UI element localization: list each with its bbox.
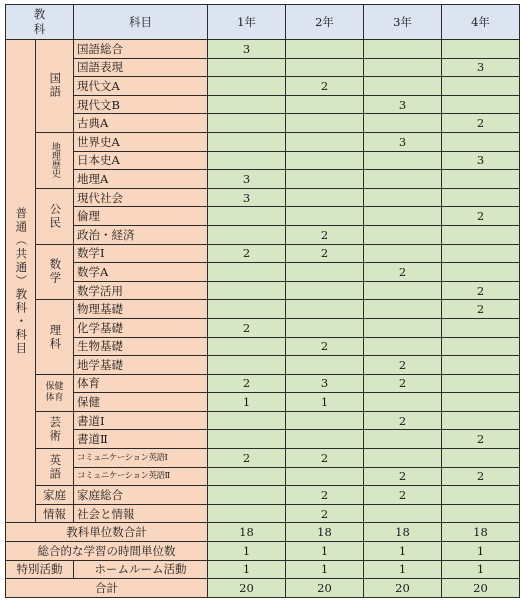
subject-name: 体育 bbox=[74, 374, 208, 393]
subject-row bbox=[6, 114, 520, 133]
unit-value-cell bbox=[208, 504, 286, 523]
subject-name: 倫理 bbox=[74, 207, 208, 226]
unit-value-cell bbox=[208, 58, 286, 77]
unit-value-cell: 2 bbox=[442, 300, 520, 319]
unit-value-cell bbox=[442, 77, 520, 96]
unit-value-cell: 3 bbox=[286, 374, 364, 393]
unit-value-cell bbox=[286, 95, 364, 114]
unit-value-cell: 1 bbox=[208, 393, 286, 412]
header-year-4: 4年 bbox=[442, 5, 520, 40]
subject-row bbox=[6, 40, 520, 59]
integrated-study-value: 1 bbox=[364, 542, 442, 561]
unit-value-cell bbox=[208, 151, 286, 170]
curriculum-table-wrapper bbox=[5, 4, 520, 598]
subject-name: 社会と情報 bbox=[74, 504, 208, 523]
unit-value-cell: 2 bbox=[442, 281, 520, 300]
unit-value-cell: 2 bbox=[286, 77, 364, 96]
group-label: 芸術 bbox=[48, 416, 63, 444]
subject-name: 国語表現 bbox=[74, 58, 208, 77]
subject-name: 数学A bbox=[74, 263, 208, 282]
group-label: 保健体育 bbox=[45, 381, 64, 403]
subject-row bbox=[6, 449, 520, 468]
unit-value-cell bbox=[364, 300, 442, 319]
subject-row bbox=[6, 486, 520, 505]
subject-name: 世界史A bbox=[74, 132, 208, 151]
unit-value-cell: 2 bbox=[286, 225, 364, 244]
group-label: 理科 bbox=[48, 323, 63, 351]
unit-value-cell bbox=[208, 411, 286, 430]
unit-value-cell: 2 bbox=[208, 318, 286, 337]
group-cell bbox=[36, 504, 74, 523]
subject-name: 物理基礎 bbox=[74, 300, 208, 319]
integrated-study-label: 総合的な学習の時間単位数 bbox=[6, 542, 208, 561]
header-kyouka-text: 教科 bbox=[33, 7, 46, 36]
unit-value-cell bbox=[286, 281, 364, 300]
subject-name: 古典A bbox=[74, 114, 208, 133]
subject-name: コミュニケーション英語Ⅰ bbox=[74, 449, 208, 468]
unit-value-cell bbox=[208, 207, 286, 226]
group-cell bbox=[36, 132, 74, 188]
subject-row bbox=[6, 225, 520, 244]
unit-value-cell: 3 bbox=[364, 132, 442, 151]
subject-name: 現代文B bbox=[74, 95, 208, 114]
special-activity-label: 特別活動 bbox=[6, 560, 74, 579]
unit-value-cell bbox=[364, 188, 442, 207]
grand-total-value: 20 bbox=[364, 579, 442, 598]
special-activity-value: 1 bbox=[286, 560, 364, 579]
subject-row bbox=[6, 504, 520, 523]
unit-value-cell bbox=[208, 300, 286, 319]
unit-value-cell bbox=[364, 318, 442, 337]
header-row bbox=[6, 5, 520, 40]
unit-value-cell bbox=[442, 411, 520, 430]
subject-row bbox=[6, 393, 520, 412]
unit-value-cell bbox=[208, 281, 286, 300]
unit-value-cell bbox=[208, 132, 286, 151]
special-activity-value: 1 bbox=[208, 560, 286, 579]
unit-value-cell bbox=[208, 77, 286, 96]
subject-row bbox=[6, 188, 520, 207]
grand-total-value: 20 bbox=[286, 579, 364, 598]
unit-value-cell bbox=[286, 132, 364, 151]
group-label: 情報 bbox=[43, 506, 66, 521]
unit-value-cell bbox=[442, 486, 520, 505]
unit-value-cell bbox=[442, 356, 520, 375]
integrated-study-value: 1 bbox=[208, 542, 286, 561]
unit-value-cell: 2 bbox=[286, 337, 364, 356]
subject-row bbox=[6, 318, 520, 337]
unit-value-cell bbox=[208, 467, 286, 486]
unit-value-cell bbox=[364, 393, 442, 412]
subject-name: 化学基礎 bbox=[74, 318, 208, 337]
subject-row bbox=[6, 467, 520, 486]
unit-value-cell bbox=[442, 244, 520, 263]
subject-name: 国語総合 bbox=[74, 40, 208, 59]
group-cell bbox=[36, 40, 74, 133]
group-label: 家庭 bbox=[43, 488, 66, 503]
curriculum-table bbox=[5, 4, 520, 598]
group-cell bbox=[36, 300, 74, 374]
subject-row bbox=[6, 281, 520, 300]
unit-value-cell bbox=[286, 300, 364, 319]
subject-name: 日本史A bbox=[74, 151, 208, 170]
unit-value-cell: 2 bbox=[286, 486, 364, 505]
header-kamoku: 科目 bbox=[74, 5, 208, 40]
subject-name: 書道Ⅱ bbox=[74, 430, 208, 449]
total-units-value: 18 bbox=[286, 523, 364, 542]
subject-row bbox=[6, 374, 520, 393]
unit-value-cell bbox=[442, 504, 520, 523]
unit-value-cell: 2 bbox=[442, 430, 520, 449]
unit-value-cell bbox=[286, 151, 364, 170]
grand-total-value: 20 bbox=[208, 579, 286, 598]
unit-value-cell bbox=[364, 430, 442, 449]
total-units-value: 18 bbox=[364, 523, 442, 542]
unit-value-cell bbox=[364, 151, 442, 170]
unit-value-cell: 2 bbox=[442, 467, 520, 486]
unit-value-cell: 2 bbox=[208, 449, 286, 468]
subject-name: 現代社会 bbox=[74, 188, 208, 207]
group-cell bbox=[36, 188, 74, 244]
integrated-study-value: 1 bbox=[286, 542, 364, 561]
subject-name: 現代文A bbox=[74, 77, 208, 96]
unit-value-cell bbox=[286, 430, 364, 449]
total-units-label: 教科単位数合計 bbox=[6, 523, 208, 542]
unit-value-cell bbox=[208, 430, 286, 449]
group-label: 国語 bbox=[48, 72, 63, 100]
unit-value-cell bbox=[364, 281, 442, 300]
unit-value-cell bbox=[442, 170, 520, 189]
unit-value-cell bbox=[286, 467, 364, 486]
unit-value-cell: 2 bbox=[286, 244, 364, 263]
unit-value-cell bbox=[364, 77, 442, 96]
subject-row bbox=[6, 411, 520, 430]
unit-value-cell: 2 bbox=[364, 411, 442, 430]
subject-row bbox=[6, 207, 520, 226]
group-cell bbox=[36, 411, 74, 448]
unit-value-cell bbox=[208, 263, 286, 282]
unit-value-cell bbox=[364, 337, 442, 356]
unit-value-cell: 2 bbox=[442, 207, 520, 226]
unit-value-cell bbox=[208, 337, 286, 356]
group-cell bbox=[36, 486, 74, 505]
unit-value-cell bbox=[286, 114, 364, 133]
unit-value-cell bbox=[364, 58, 442, 77]
unit-value-cell bbox=[442, 188, 520, 207]
subject-name: 保健 bbox=[74, 393, 208, 412]
unit-value-cell: 2 bbox=[364, 374, 442, 393]
unit-value-cell bbox=[442, 449, 520, 468]
unit-value-cell bbox=[442, 225, 520, 244]
subject-name: 地学基礎 bbox=[74, 356, 208, 375]
unit-value-cell bbox=[286, 58, 364, 77]
subject-row bbox=[6, 300, 520, 319]
grand-total-label: 合計 bbox=[6, 579, 208, 598]
unit-value-cell: 2 bbox=[364, 356, 442, 375]
subject-row bbox=[6, 151, 520, 170]
integrated-study-value: 1 bbox=[442, 542, 520, 561]
total-units-value: 18 bbox=[442, 523, 520, 542]
unit-value-cell bbox=[442, 393, 520, 412]
group-label: 英語 bbox=[48, 453, 63, 481]
unit-value-cell bbox=[208, 114, 286, 133]
homeroom-label: ホームルーム活動 bbox=[74, 560, 208, 579]
unit-value-cell bbox=[286, 40, 364, 59]
grand-total-row bbox=[6, 579, 520, 598]
category-cell bbox=[6, 40, 36, 523]
unit-value-cell: 2 bbox=[208, 244, 286, 263]
unit-value-cell: 3 bbox=[208, 40, 286, 59]
unit-value-cell: 2 bbox=[364, 263, 442, 282]
unit-value-cell: 3 bbox=[442, 58, 520, 77]
subject-row bbox=[6, 77, 520, 96]
unit-value-cell bbox=[442, 132, 520, 151]
unit-value-cell bbox=[286, 188, 364, 207]
table-body bbox=[6, 40, 520, 523]
group-cell bbox=[36, 449, 74, 486]
unit-value-cell: 2 bbox=[208, 374, 286, 393]
subject-row bbox=[6, 244, 520, 263]
unit-value-cell bbox=[364, 449, 442, 468]
group-label: 数学 bbox=[48, 258, 63, 286]
subject-row bbox=[6, 132, 520, 151]
subject-name: 家庭総合 bbox=[74, 486, 208, 505]
header-year-2: 2年 bbox=[286, 5, 364, 40]
unit-value-cell bbox=[442, 263, 520, 282]
unit-value-cell: 2 bbox=[364, 486, 442, 505]
subject-name: 書道Ⅰ bbox=[74, 411, 208, 430]
subject-name: 政治・経済 bbox=[74, 225, 208, 244]
subject-row bbox=[6, 356, 520, 375]
unit-value-cell: 2 bbox=[364, 467, 442, 486]
unit-value-cell bbox=[286, 207, 364, 226]
unit-value-cell bbox=[286, 263, 364, 282]
header-kyouka bbox=[6, 5, 74, 40]
unit-value-cell bbox=[286, 356, 364, 375]
unit-value-cell: 2 bbox=[286, 449, 364, 468]
grand-total-value: 20 bbox=[442, 579, 520, 598]
unit-value-cell: 3 bbox=[208, 188, 286, 207]
category-label: 普通（共通）教科・科目 bbox=[14, 206, 29, 356]
subject-name: 地理A bbox=[74, 170, 208, 189]
unit-value-cell bbox=[208, 225, 286, 244]
special-activity-value: 1 bbox=[364, 560, 442, 579]
subject-row bbox=[6, 58, 520, 77]
subject-name: 数学Ⅰ bbox=[74, 244, 208, 263]
integrated-study-row bbox=[6, 542, 520, 561]
unit-value-cell bbox=[286, 318, 364, 337]
header-year-3: 3年 bbox=[364, 5, 442, 40]
unit-value-cell bbox=[364, 40, 442, 59]
unit-value-cell bbox=[442, 374, 520, 393]
unit-value-cell bbox=[442, 337, 520, 356]
subject-name: コミュニケーション英語Ⅱ bbox=[74, 467, 208, 486]
unit-value-cell bbox=[442, 95, 520, 114]
group-label: 地理歴史 bbox=[49, 142, 60, 179]
subject-row bbox=[6, 95, 520, 114]
unit-value-cell bbox=[364, 114, 442, 133]
unit-value-cell: 1 bbox=[286, 393, 364, 412]
unit-value-cell bbox=[364, 207, 442, 226]
unit-value-cell bbox=[442, 40, 520, 59]
subject-name: 生物基礎 bbox=[74, 337, 208, 356]
special-activity-value: 1 bbox=[442, 560, 520, 579]
total-units-row bbox=[6, 523, 520, 542]
unit-value-cell: 2 bbox=[286, 504, 364, 523]
subject-row bbox=[6, 430, 520, 449]
unit-value-cell bbox=[286, 170, 364, 189]
special-activity-row bbox=[6, 560, 520, 579]
subject-row bbox=[6, 263, 520, 282]
unit-value-cell bbox=[364, 170, 442, 189]
group-label: 公民 bbox=[48, 202, 63, 230]
unit-value-cell: 3 bbox=[208, 170, 286, 189]
group-cell bbox=[36, 374, 74, 411]
subject-row bbox=[6, 337, 520, 356]
unit-value-cell: 3 bbox=[364, 95, 442, 114]
header-year-1: 1年 bbox=[208, 5, 286, 40]
total-units-value: 18 bbox=[208, 523, 286, 542]
unit-value-cell bbox=[208, 356, 286, 375]
unit-value-cell bbox=[442, 318, 520, 337]
unit-value-cell bbox=[208, 95, 286, 114]
unit-value-cell bbox=[364, 504, 442, 523]
unit-value-cell bbox=[286, 411, 364, 430]
unit-value-cell bbox=[208, 486, 286, 505]
subject-row bbox=[6, 170, 520, 189]
unit-value-cell: 3 bbox=[442, 151, 520, 170]
unit-value-cell bbox=[364, 225, 442, 244]
unit-value-cell bbox=[364, 244, 442, 263]
group-cell bbox=[36, 244, 74, 300]
unit-value-cell: 2 bbox=[442, 114, 520, 133]
subject-name: 数学活用 bbox=[74, 281, 208, 300]
